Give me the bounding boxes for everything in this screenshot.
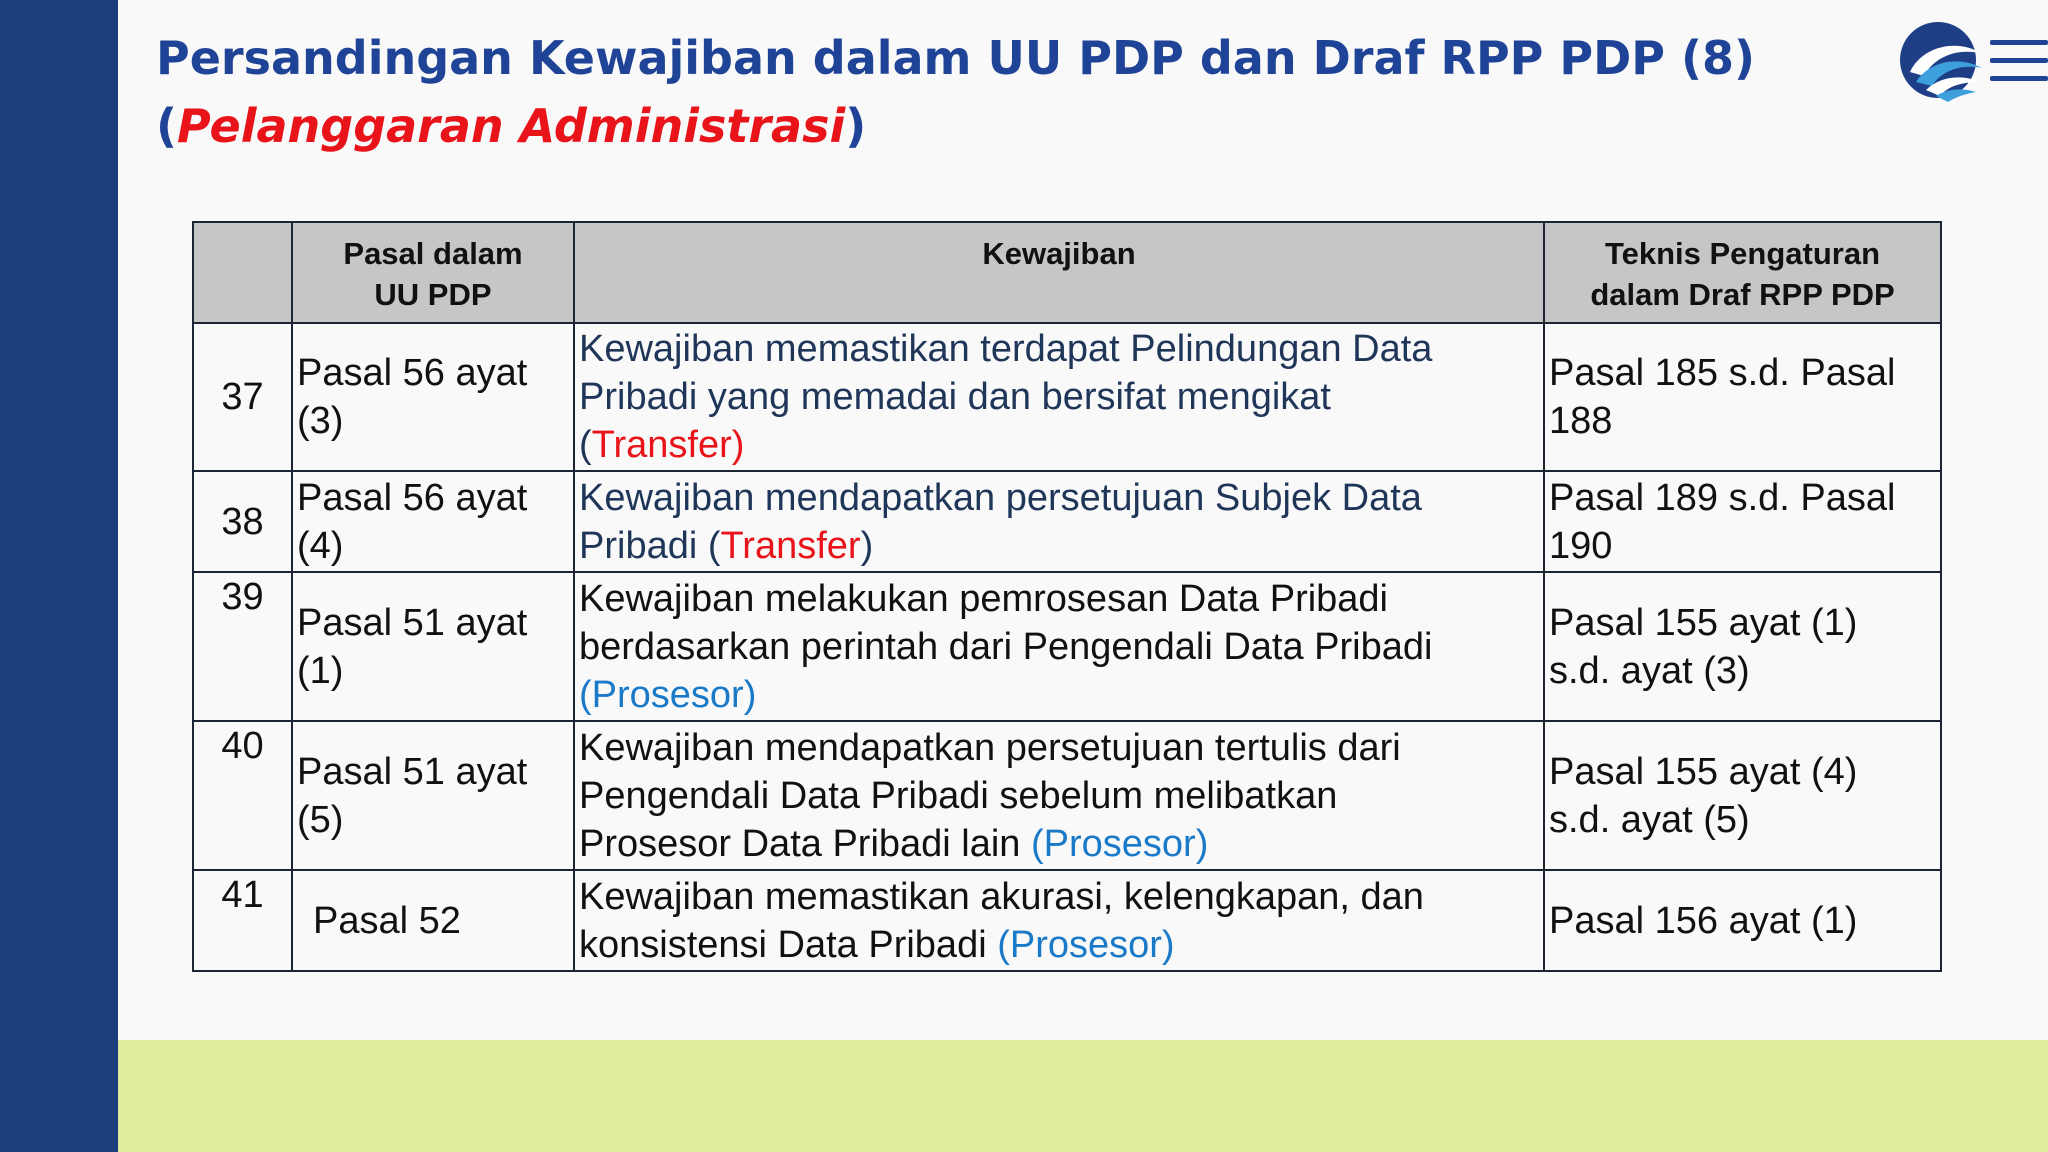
kewajiban-line: Kewajiban melakukan pemrosesan Data Pribadi: [579, 577, 1389, 620]
row-kewajiban: [574, 721, 1544, 870]
header-pasal-line-2: UU PDP: [374, 277, 492, 312]
left-accent-bar: [0, 0, 118, 1152]
kewajiban-line: Prosesor Data Pribadi lain: [579, 822, 1031, 865]
teknis-line: Pasal 189 s.d. Pasal: [1549, 476, 1896, 519]
row-teknis: Pasal 156 ayat (1): [1544, 870, 1941, 971]
table-row: [193, 471, 1941, 572]
pasal-line: (4): [297, 524, 344, 567]
row-pasal: Pasal 52: [292, 870, 574, 971]
pasal-line: Pasal 56 ayat: [297, 476, 528, 519]
pasal-line: (1): [297, 649, 344, 692]
row-teknis: [1544, 323, 1941, 471]
header-kewajiban: Kewajiban: [574, 222, 1544, 323]
row-kewajiban: [574, 323, 1544, 471]
ministry-logo-icon: [1896, 20, 1986, 104]
row-number: 41: [193, 870, 292, 971]
bottom-accent-band: [118, 1040, 2048, 1152]
teknis-line: Pasal 155 ayat (4): [1549, 750, 1858, 793]
prosesor-tag: (Prosesor): [997, 923, 1175, 966]
header-teknis-line-2: dalam Draf RPP PDP: [1590, 277, 1895, 312]
pasal-line: Pasal 56 ayat: [297, 352, 528, 394]
tag-paren: (: [579, 424, 592, 466]
row-kewajiban: [574, 870, 1544, 971]
teknis-line: Pasal 155 ayat (1): [1549, 601, 1858, 644]
header-teknis: [1544, 222, 1941, 323]
tag-paren: ): [860, 524, 874, 567]
teknis-line: 188: [1549, 400, 1613, 442]
kewajiban-line: Pribadi yang memadai dan bersifat mengikat: [579, 376, 1331, 418]
header-pasal-line-1: Pasal dalam: [343, 236, 523, 271]
pasal-line: (3): [297, 400, 344, 442]
prosesor-tag: (Prosesor): [579, 673, 757, 716]
kewajiban-line: Kewajiban memastikan akurasi, kelengkapan, dan: [579, 875, 1424, 918]
pasal-line: Pasal 51 ayat: [297, 601, 528, 644]
table-row: [193, 572, 1941, 721]
kewajiban-line: Pengendali Data Pribadi sebelum melibatkan: [579, 774, 1338, 817]
teknis-line: s.d. ayat (3): [1549, 649, 1750, 692]
title-paren-open: (: [156, 99, 178, 153]
transfer-tag: Transfer: [720, 524, 861, 567]
table-row: [193, 870, 1941, 971]
title-line-1: Persandingan Kewajiban dalam UU PDP dan Draf RPP PDP (8): [156, 31, 1756, 85]
kewajiban-line: Kewajiban memastikan terdapat Pelindungan Data: [579, 328, 1433, 370]
pasal-line: (5): [297, 798, 344, 841]
pasal-line: Pasal 51 ayat: [297, 750, 528, 793]
row-teknis: [1544, 471, 1941, 572]
table-row: [193, 721, 1941, 870]
tag-paren: (: [707, 524, 721, 567]
teknis-line: Pasal 185 s.d. Pasal: [1549, 352, 1896, 394]
row-kewajiban: [574, 471, 1544, 572]
table-row: [193, 323, 1941, 471]
row-pasal: [292, 572, 574, 721]
row-number: 38: [193, 471, 292, 572]
kewajiban-line: Kewajiban mendapatkan persetujuan Subjek Data: [579, 476, 1422, 519]
header-number: [193, 222, 292, 323]
table-header-row: [193, 222, 1941, 323]
row-pasal: [292, 323, 574, 471]
row-number: 37: [193, 323, 292, 471]
transfer-tag: Transfer): [591, 424, 745, 466]
teknis-line: s.d. ayat (5): [1549, 798, 1750, 841]
kewajiban-line: Pribadi: [579, 524, 708, 567]
header-teknis-line-1: Teknis Pengaturan: [1604, 236, 1881, 271]
prosesor-tag: (Prosesor): [1031, 822, 1209, 865]
kewajiban-line: Kewajiban mendapatkan persetujuan tertulis dari: [579, 726, 1401, 769]
row-number: 39: [193, 572, 292, 721]
hamburger-menu-icon[interactable]: [1990, 40, 2048, 90]
row-pasal: [292, 721, 574, 870]
slide-title: [156, 24, 1755, 160]
row-number: 40: [193, 721, 292, 870]
kewajiban-line: berdasarkan perintah dari Pengendali Data Pribadi: [579, 625, 1433, 668]
row-teknis: [1544, 721, 1941, 870]
row-teknis: [1544, 572, 1941, 721]
row-pasal: [292, 471, 574, 572]
obligations-table: [192, 221, 1942, 972]
kewajiban-line: konsistensi Data Pribadi: [579, 923, 998, 966]
title-highlight: Pelanggaran Administrasi: [177, 99, 846, 153]
title-paren-close: ): [845, 99, 867, 153]
teknis-line: 190: [1549, 524, 1613, 567]
header-pasal: [292, 222, 574, 323]
row-kewajiban: [574, 572, 1544, 721]
